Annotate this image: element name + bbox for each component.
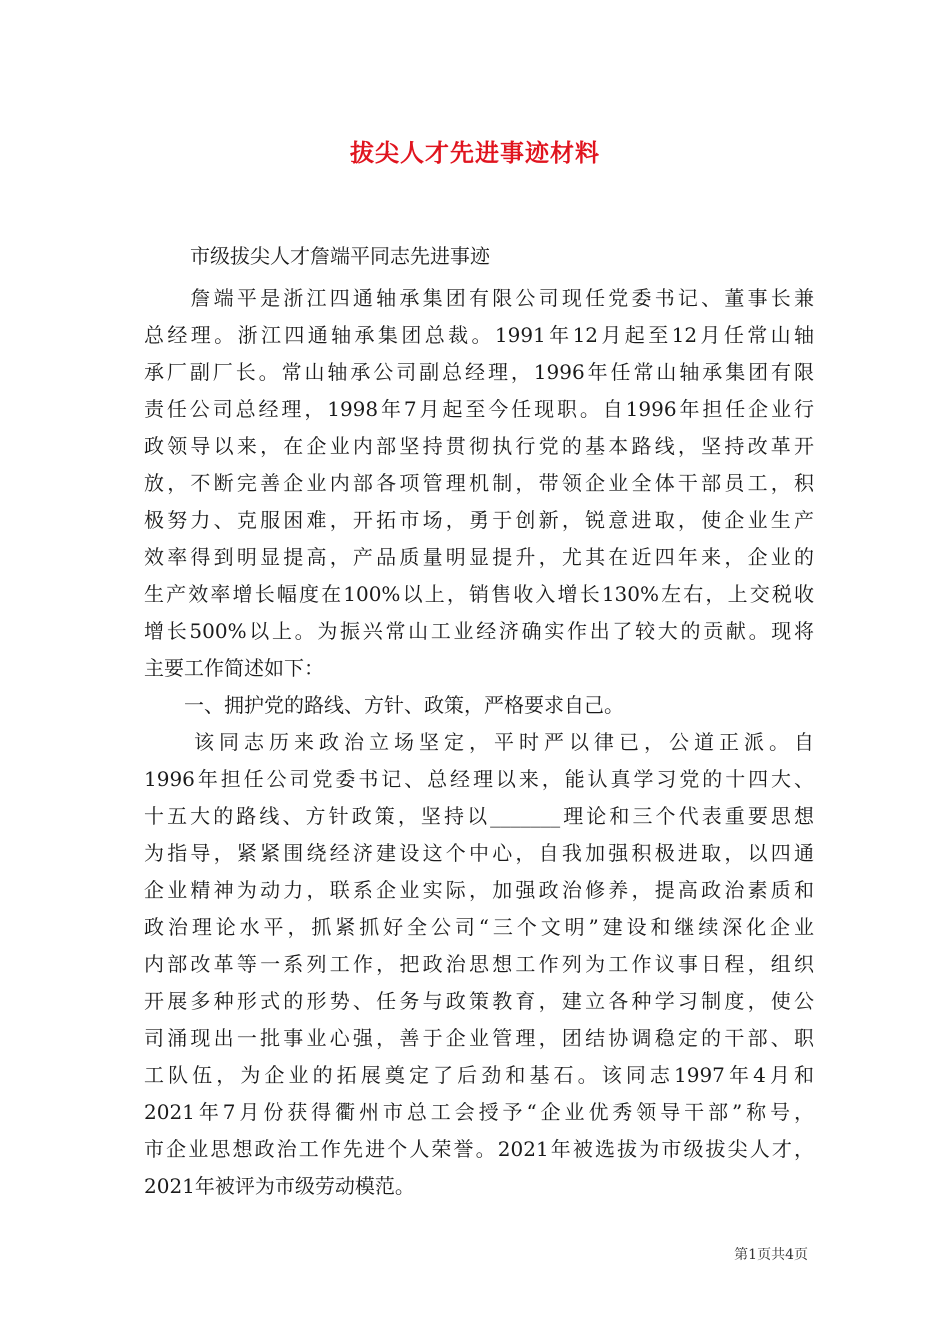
body-line: 市企业思想政治工作先进个人荣誉。2021年被选拔为市级拔尖人才， xyxy=(144,1137,814,1161)
body-line: 放，不断完善企业内部各项管理机制，带领企业全体干部员工，积 xyxy=(144,471,814,495)
body-line: 极努力、克服困难，开拓市场，勇于创新，锐意进取，使企业生产 xyxy=(144,508,814,532)
body-line: 为指导，紧紧围绕经济建设这个中心，自我加强积极进取，以四通 xyxy=(144,841,814,865)
body-line: 政领导以来，在企业内部坚持贯彻执行党的基本路线，坚持改革开 xyxy=(144,434,814,458)
body-line: 生产效率增长幅度在100%以上，销售收入增长130%左右，上交税收 xyxy=(144,582,814,606)
body-line: 效率得到明显提高，产品质量明显提升，尤其在近四年来，企业的 xyxy=(144,545,814,569)
body-line: 司涌现出一批事业心强，善于企业管理，团结协调稳定的干部、职 xyxy=(144,1026,814,1050)
body-line: 詹端平是浙江四通轴承集团有限公司现任党委书记、董事长兼 xyxy=(144,286,814,310)
body-line: 1996年担任公司党委书记、总经理以来，能认真学习党的十四大、 xyxy=(144,767,814,791)
body-line: 增长500%以上。为振兴常山工业经济确实作出了较大的贡献。现将 xyxy=(144,619,814,643)
body-line: 内部改革等一系列工作，把政治思想工作列为工作议事日程，组织 xyxy=(144,952,814,976)
document-subtitle: 市级拔尖人才詹端平同志先进事迹 xyxy=(190,244,490,268)
body-line: 2021年被评为市级劳动模范。 xyxy=(144,1174,415,1198)
body-line: 政治理论水平，抓紧抓好全公司“三个文明”建设和继续深化企业 xyxy=(144,915,814,939)
body-line: 工队伍，为企业的拓展奠定了后劲和基石。该同志1997年4月和 xyxy=(144,1063,814,1087)
body-line: 十五大的路线、方针政策，坚持以_______理论和三个代表重要思想 xyxy=(144,804,814,828)
page-number-footer: 第1页共4页 xyxy=(734,1247,808,1263)
body-line: 开展多种形式的形势、任务与政策教育，建立各种学习制度，使公 xyxy=(144,989,814,1013)
body-line: 一、拥护党的路线、方针、政策，严格要求自己。 xyxy=(144,693,624,717)
document-title: 拔尖人才先进事迹材料 xyxy=(350,138,600,167)
body-line: 主要工作简述如下： xyxy=(144,656,324,680)
document-body xyxy=(144,280,814,1205)
body-line: 2021年7月份获得衢州市总工会授予“企业优秀领导干部”称号， xyxy=(144,1100,814,1124)
body-line: 该同志历来政治立场坚定，平时严以律已，公道正派。自 xyxy=(144,730,814,754)
body-line: 总经理。浙江四通轴承集团总裁。1991年12月起至12月任常山轴 xyxy=(144,323,814,347)
body-line: 责任公司总经理，1998年7月起至今任现职。自1996年担任企业行 xyxy=(144,397,814,421)
body-line: 承厂副厂长。常山轴承公司副总经理，1996年任常山轴承集团有限 xyxy=(144,360,814,384)
body-line: 企业精神为动力，联系企业实际，加强政治修养，提高政治素质和 xyxy=(144,878,814,902)
